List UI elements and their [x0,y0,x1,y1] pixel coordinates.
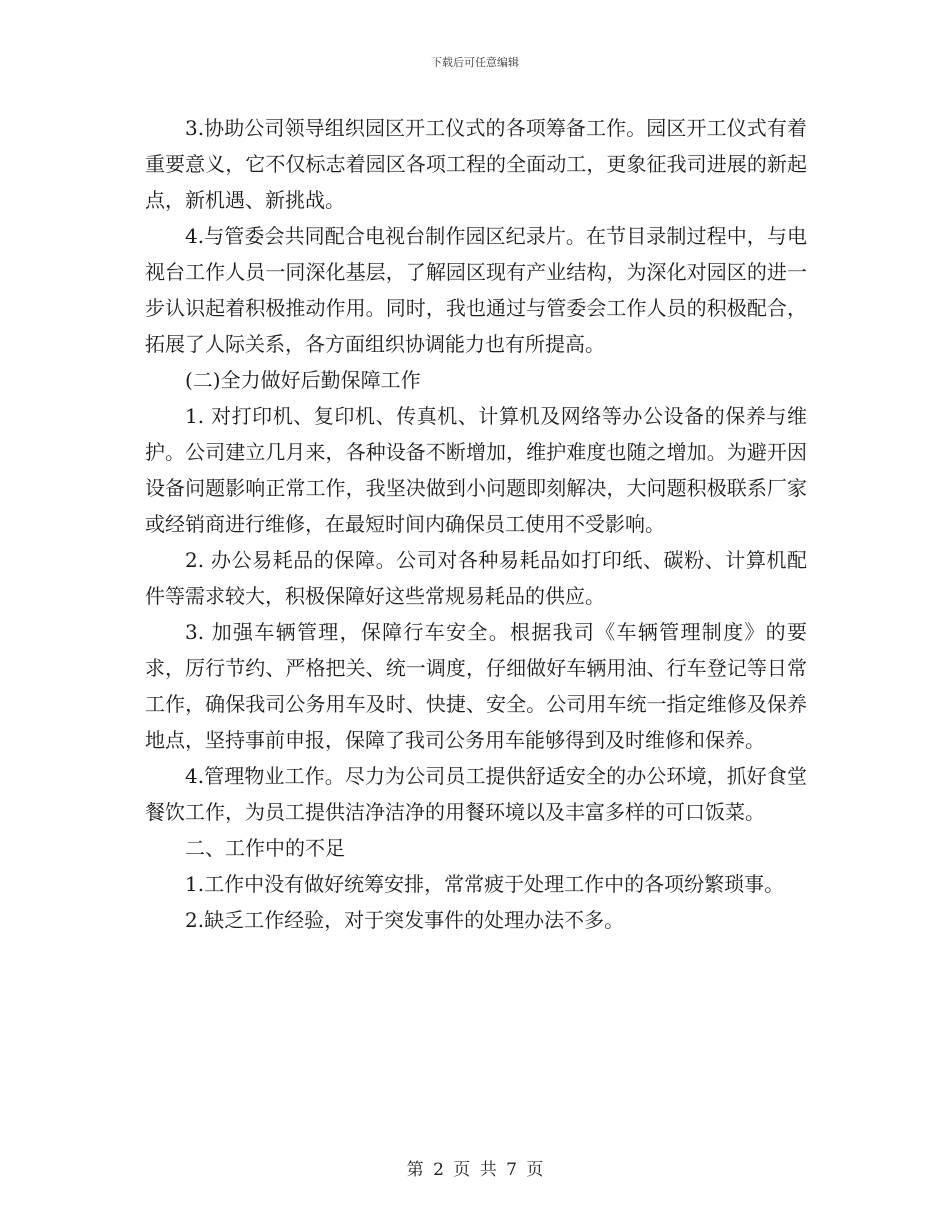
document-body [145,110,807,938]
page-number-footer: 第 2 页 共 7 页 [406,1160,544,1180]
paragraph-shortcoming-planning: 1.工作中没有做好统筹安排，常常疲于处理工作中的各项纷繁琐事。 [185,872,785,896]
paragraph-vehicle-management: 3. 加强车辆管理，保障行车安全。根据我司《车辆管理制度》的要求，厉行节约、严格把关、统一调度，仔细做好车辆用油、行车登记等日常工作，确保我司公务用车及时、快捷、安全。公司用车统一指定维修及保养地点，坚持事前申报，保障了我司公务用车能够得到及时维修和保养。 [145,620,807,752]
paragraph-opening-ceremony: 3.协助公司领导组织园区开工仪式的各项筹备工作。园区开工仪式有着重要意义，它不仅标志着园区各项工程的全面动工，更象征我司进展的新起点，新机遇、新挑战。 [145,116,807,212]
section-heading-shortcomings: 二、工作中的不足 [185,836,345,860]
paragraph-shortcoming-experience: 2.缺乏工作经验，对于突发事件的处理办法不多。 [185,908,625,932]
paragraph-property-management: 4.管理物业工作。尽力为公司员工提供舒适安全的办公环境，抓好食堂餐饮工作，为员工提供洁净洁净的用餐环境以及丰富多样的可口饭菜。 [145,764,807,824]
paragraph-office-equipment: 1. 对打印机、复印机、传真机、计算机及网络等办公设备的保养与维护。公司建立几月来，各种设备不断增加，维护难度也随之增加。为避开因设备问题影响正常工作，我坚决做到小问题即刻解决，大问题积极联系厂家或经销商进行维修，在最短时间内确保员工使用不受影响。 [145,404,807,536]
paragraph-consumables: 2. 办公易耗品的保障。公司对各种易耗品如打印纸、碳粉、计算机配件等需求较大，积极保障好这些常规易耗品的供应。 [145,548,807,608]
section-heading-logistics: (二)全力做好后勤保障工作 [185,368,421,392]
paragraph-documentary: 4.与管委会共同配合电视台制作园区纪录片。在节目录制过程中，与电视台工作人员一同深化基层，了解园区现有产业结构，为深化对园区的进一步认识起着积极推动作用。同时，我也通过与管委会工作人员的积极配合，拓展了人际关系，各方面组织协调能力也有所提高。 [145,224,807,356]
page-header-note: 下载后可任意编辑 [431,56,519,69]
